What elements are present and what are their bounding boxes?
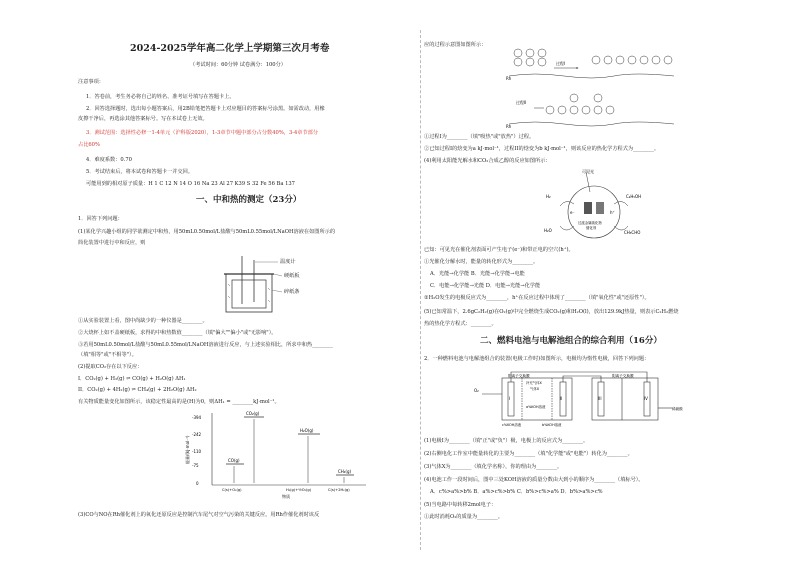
notice-item: 皮擦干净后，再选涂其他答案标号。写在本试卷上无效。 bbox=[78, 116, 208, 122]
apparatus-label: 硬纸板 bbox=[284, 273, 300, 279]
species-label: C(s)+O₂(g) bbox=[222, 488, 242, 492]
cell-label: I bbox=[509, 396, 511, 401]
photo-label: CH₃CHO bbox=[624, 230, 641, 235]
question-text: (1)电极I为________（填"正"或"负"）极，电极上的反应式为________。 bbox=[424, 438, 589, 444]
question-text: 应的过程示意图如图所示： bbox=[424, 42, 487, 48]
question-text: ②大烧杯上如不盖硬纸板，求得的中和热数值________（填"偏大""偏小"或"无影响"）。 bbox=[78, 330, 277, 336]
cell-label: 气体X bbox=[530, 387, 540, 391]
cell-label: b%KOH溶液 bbox=[542, 423, 562, 427]
question-text: ②已知过程I的焓变为a kJ·mol⁻¹，过程II的焓变为b kJ·mol⁻¹，则该反应的热化学方程式为________。 bbox=[424, 146, 660, 152]
question-text: 简化装置中进行中和反应，则 bbox=[78, 240, 146, 246]
question-text: 有关物质能量变化如图所示，该稳定性最高的是(H)为0，则ΔH₁ = ________kJ·mol⁻¹。 bbox=[78, 399, 280, 405]
species-label: H₂(g)+½O₂(g) bbox=[286, 488, 312, 492]
species-label: H₂O(g) bbox=[300, 428, 314, 433]
notice-item: 1．答卷前，考生务必将自己的姓名、准考证号填写在答题卡上。 bbox=[86, 94, 235, 100]
cell-label: 阴离子交换膜 bbox=[612, 374, 634, 378]
photo-label: 过渡金属硫化物 bbox=[578, 221, 602, 225]
notice-item-scope: 占比60% bbox=[78, 142, 100, 148]
question-text: (3)气体X为________（填化学名称），你的理由为________。 bbox=[424, 464, 563, 470]
question-text: 已知：可见光在催化剂表面可产生电子(e⁻)和带正电的空穴(h⁺)。 bbox=[424, 247, 574, 253]
section-heading: 一、中和热的测定（23分） bbox=[196, 195, 302, 205]
question-text: ①光催化分解水时，能量的转化形式为________。 bbox=[424, 259, 539, 265]
calorimeter-diagram bbox=[218, 254, 328, 316]
cell-label: IV bbox=[644, 396, 648, 401]
notice-item-scope: 3．测试范围：选择性必修一1-4单元（沪科版2020），1-3章节中题中部分占分数40%，3-4章节部分 bbox=[86, 130, 319, 136]
photocatalysis-diagram bbox=[534, 168, 654, 242]
notice-heading: 注意事项： bbox=[78, 79, 104, 85]
notice-item: 4．难度系数：0.70 bbox=[86, 157, 132, 163]
photo-label: 催化剂 bbox=[586, 226, 597, 230]
fuel-cell-diagram bbox=[472, 368, 692, 430]
species-label: CO(g) bbox=[228, 458, 240, 463]
atomic-masses: 可能用到的相对原子质量：H 1 C 12 N 14 O 16 Na 23 Al 27 K39 S 32 Fe 56 Ba 137 bbox=[86, 181, 295, 187]
process-label: 过程II bbox=[516, 100, 527, 105]
energy-tick: -110 bbox=[192, 449, 202, 454]
process-label: 过程I bbox=[556, 61, 566, 66]
energy-tick: -242 bbox=[192, 432, 202, 437]
cell-label: 补充气体X bbox=[526, 381, 542, 385]
question-text: （填"相等"或"不相等"）。 bbox=[78, 352, 137, 358]
energy-xlabel: 物质 bbox=[282, 494, 290, 499]
answer-option: C．电能→化学能→光能 D．电能→光能→化学能 bbox=[430, 283, 541, 289]
answer-option: A．c%>a%>b% B．a%>c%>b% C．b%>c%>a% D．b%>a%>c% bbox=[430, 489, 603, 495]
svg-text:Rh: Rh bbox=[506, 124, 512, 129]
cell-label: 稀硫酸 bbox=[672, 407, 683, 411]
equation: I．CO₂(g) + H₂(g) ⇌ CO(g) + H₂O(g) ΔH₁ bbox=[78, 376, 186, 382]
apparatus-label: 碎纸条 bbox=[284, 289, 300, 295]
question-text: (5)已知常温下，2.6gC₂H₂(g)在O₂(g)中完全燃烧生成CO₂(g)和H₂O(l)，放出129.9kJ热量，则表示C₂H₂燃烧 bbox=[424, 309, 679, 315]
cell-label: O₂ bbox=[474, 388, 479, 393]
question-text: (5)当电路中每转移2mol电子： bbox=[424, 502, 497, 508]
photo-label: C₂H₅OH bbox=[626, 194, 642, 199]
energy-tick: 0 bbox=[196, 481, 199, 486]
question-text: (4)利用太阳能光解水和CO₂合成乙醇的反应如图所示： bbox=[424, 158, 551, 164]
notice-item: 5．考试结束后，将本试卷和答题卡一并交回。 bbox=[86, 169, 194, 175]
question-text: (1)某化学兴趣小组的同学欲测定中和热，用50mL0.50mol/L盐酸与50mL0.55mol/LNaOH溶液在如图所示的 bbox=[78, 229, 336, 235]
question-text: ①此时消耗O₂的质量为________。 bbox=[424, 514, 503, 520]
species-label: CO₂(g) bbox=[246, 411, 260, 416]
cell-label: III bbox=[598, 396, 602, 401]
question-1-head: 1．回答下列问题： bbox=[78, 216, 123, 222]
svg-text:Rh: Rh bbox=[506, 76, 512, 81]
energy-tick: -75 bbox=[192, 463, 199, 468]
question-text: (3)CO与NO在Rh催化剂上的氧化还原反应是控制汽车尾气对空气污染的关键反应。用Rh作催化剂时该反 bbox=[78, 512, 320, 518]
column-divider bbox=[420, 30, 421, 550]
question-text: ③若用50mL0.50mol/L盐酸与50mL0.55mol/LNaOH溶液进行反应，与上述实验相比，所求中和热________ bbox=[78, 342, 333, 348]
equation: II．CO₂(g) + 4H₂(g) ⇌ CH₄(g) + 2H₂O(g) ΔH₂ bbox=[78, 387, 197, 393]
exam-title: 2024-2025学年高二化学上学期第三次月考卷 bbox=[130, 43, 330, 54]
question-text: ①过程I为________（填"吸热"或"放热"）过程。 bbox=[424, 134, 535, 140]
rh-process-diagram bbox=[504, 38, 684, 128]
question-2-head: 2．一种燃料电池与电解池组合的装置(电极工作时)如图所示，电极均为惰性电极，回答下列问题： bbox=[424, 356, 650, 362]
question-text: ①从实验装置上看，图中尚缺少的一种仪器是________。 bbox=[78, 318, 208, 324]
photo-label: 可见光 bbox=[582, 169, 594, 174]
species-label: CH₄(g) bbox=[338, 469, 352, 474]
cell-label: c%KOH溶液 bbox=[502, 423, 522, 427]
exam-subtitle: （考试时间：60分钟 试卷满分：100分） bbox=[190, 62, 286, 68]
question-text: ②H₂O发生的电极反应式为________，h⁺在反应过程中体现了________（填"氧化性"或"还原性"）。 bbox=[424, 295, 650, 301]
photo-label: e⁻ bbox=[570, 210, 575, 215]
photo-label: h⁺ bbox=[610, 210, 615, 215]
cell-label: a%KOH溶液 bbox=[526, 405, 546, 409]
apparatus-label: 温度计 bbox=[280, 259, 296, 265]
section-heading: 二、燃料电池与电解池组合的综合利用（16分） bbox=[480, 336, 662, 346]
question-text: (2)右侧电化工作室中能量转化的主要为________（填"化学能"或"电能"）转化为________。 bbox=[424, 451, 633, 457]
question-text: (2)提取CO₂存在以下反应： bbox=[78, 364, 143, 370]
energy-ylabel: 能量/(kJ·mol⁻¹) bbox=[185, 435, 190, 464]
energy-tick: -394 bbox=[192, 415, 202, 420]
cell-label: 阳离子交换膜 bbox=[508, 374, 530, 378]
cell-label: II bbox=[560, 396, 563, 401]
photo-label: H₂O bbox=[544, 228, 552, 233]
answer-option: A．光能→化学能 B．光能→化学能→电能 bbox=[430, 271, 525, 277]
energy-level-diagram bbox=[186, 409, 376, 499]
species-label: C(s)+2H₂(g) bbox=[328, 488, 350, 492]
question-text: (4)电池工作一段时间后，图中三处KOH溶液的质量分数由大到小的顺序为________（填标号）。 bbox=[424, 477, 644, 483]
notice-item: 2．回答选择题时，选出每小题答案后，用2B铅笔把答题卡上对应题目的答案标号涂黑。如需改动，用橡 bbox=[86, 106, 325, 112]
question-text: 热的热化学方程式：________。 bbox=[424, 321, 497, 327]
photo-label: H₂ bbox=[546, 194, 551, 199]
